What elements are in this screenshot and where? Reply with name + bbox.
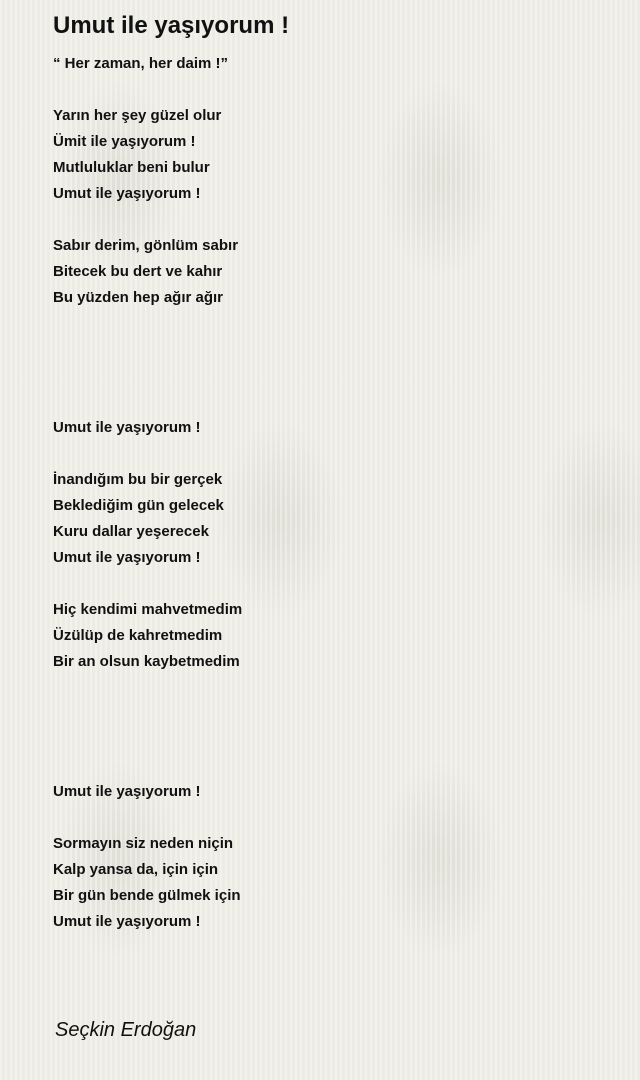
poem-line: Umut ile yaşıyorum ! [53,185,201,202]
poem-line: Mutluluklar beni bulur [53,159,210,176]
poem-line: Üzülüp de kahretmedim [53,627,223,644]
poem-line: Beklediğim gün gelecek [53,497,224,514]
poem-line: Sabır derim, gönlüm sabır [53,237,239,254]
poem-line [53,389,242,415]
poem-line: Umut ile yaşıyorum ! [53,419,201,436]
poem-line [53,571,242,597]
poem-line: Bitecek bu dert ve kahır [53,263,223,280]
poem-line: Yarın her şey güzel olur [53,107,222,124]
poem-line [53,701,242,727]
poem-line [53,207,242,233]
poem-line: Umut ile yaşıyorum ! [53,783,201,800]
poem-line: Hiç kendimi mahvetmedim [53,601,243,618]
poem-line: Umut ile yaşıyorum ! [53,913,201,930]
poem-line: Kalp yansa da, için için [53,861,219,878]
poem-line: “ Her zaman, her daim !” [53,55,229,72]
poem-line: İnandığım bu bir gerçek [53,471,223,488]
poem-line: Bu yüzden hep ağır ağır [53,289,224,306]
poem-line: Sormayın siz neden niçin [53,835,234,852]
author-name: Seçkin Erdoğan [55,1019,197,1041]
poem-title: Umut ile yaşıyorum ! [53,12,290,39]
poem-line [53,675,242,701]
poem-line: Bir gün bende gülmek için [53,887,241,904]
poem-line [53,337,242,363]
poem-line: Kuru dallar yeşerecek [53,523,209,540]
poem-line [53,753,242,779]
poem-line: Bir an olsun kaybetmedim [53,653,240,670]
poem-line: Ümit ile yaşıyorum ! [53,133,196,150]
poem-line: Umut ile yaşıyorum ! [53,549,201,566]
poem-body [53,51,242,935]
poem-line [53,727,242,753]
poem-line [53,805,242,831]
poem-line [53,441,242,467]
poem-line [53,77,242,103]
poem-line [53,363,242,389]
poem-line [53,311,242,337]
